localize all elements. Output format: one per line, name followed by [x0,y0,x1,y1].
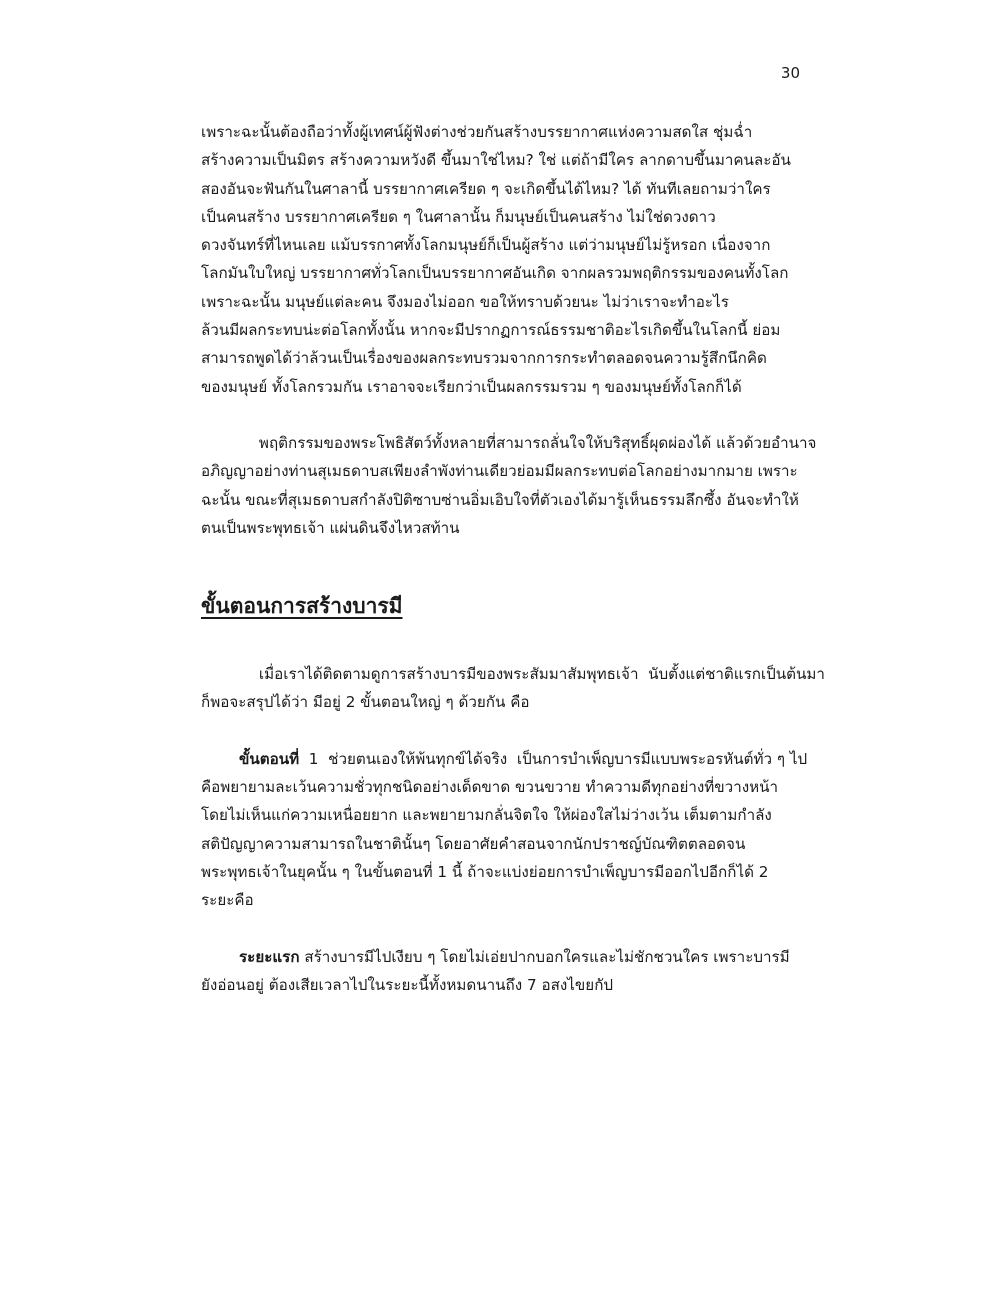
lead-term: ขั้นตอนที่ [239,749,300,768]
text-line: ตนเป็นพระพุทธเจ้า แผ่นดินจึงไหวสท้าน [201,518,460,537]
text-line: ล้วนมีผลกระทบน่ะต่อโลกทั้งนั้น หากจะมีปรากฏการณ์ธรรมชาติอะไรเกิดขึ้นในโลกนี้ ย่อม [201,321,781,340]
paragraph-3 [201,660,825,717]
paragraph-4 [201,745,808,915]
text-line: สติปัญญาความสามารถในชาตินั้นๆ โดยอาศัยคำสอนจากนักปราชญ์บัณฑิตตลอดจน [201,834,746,853]
text-line: ของมนุษย์ ทั้งโลกรวมกัน เราอาจจะเรียกว่าเป็นผลกรรมรวม ๆ ของมนุษย์ทั้งโลกก็ได้ [201,377,742,396]
paragraph-1 [201,118,801,401]
paragraph-5 [201,943,801,1000]
text-line: อภิญญาอย่างท่านสุเมธดาบสเพียงลำพังท่านเดียวย่อมมีผลกระทบต่อโลกอย่างมากมาย เพราะ [201,462,798,481]
document-body [201,118,825,999]
page-number: 30 [780,64,800,82]
text-fragment: สร้างบารมีไปเงียบ ๆ โดยไม่เอ่ยปากบอกใครและไม่ชักชวนใคร เพราะบารมี [299,947,790,966]
text-line: ระยะคือ [201,891,254,910]
text-line: เป็นคนสร้าง บรรยากาศเครียด ๆ ในศาลานั้น ก็มนุษย์เป็นคนสร้าง ไม่ใช่ดวงดาว [201,207,716,226]
text-line: ดวงจันทร์ที่ไหนเลย แม้บรรกาศทั้งโลกมนุษย์ก็เป็นผู้สร้าง แต่ว่ามนุษย์ไม่รู้หรอก เนื่องจาก [201,236,771,255]
lead-term: ระยะแรก [239,947,300,966]
text-line: พฤติกรรมของพระโพธิสัตว์ทั้งหลายที่สามารถลั่นใจให้บริสุทธิ์ผุดผ่องได้ แล้วด้วยอำนาจ [201,433,817,452]
text-line: ยังอ่อนอยู่ ต้องเสียเวลาไปในระยะนี้ทั้งหมดนานถึง 7 อสงไขยกัป [201,975,614,994]
text-line: โดยไม่เห็นแก่ความเหนื่อยยาก และพยายามกลั่นจิตใจ ให้ผ่องใสไม่ว่างเว้น เต็มตามกำลัง [201,806,772,825]
text-line [201,943,801,971]
text-line: โลกมันใบใหญ่ บรรยากาศทั่วโลกเป็นบรรยากาศอันเกิด จากผลรวมพฤติกรรมของคนทั้งโลก [201,264,789,283]
text-line [201,745,808,773]
text-fragment: 1 ช่วยตนเองให้พ้นทุกข์ได้จริง เป็นการบำเพ็ญบารมีแบบพระอรหันต์ทั่ว ๆ ไป [299,749,808,768]
text-line: สามารถพูดได้ว่าล้วนเป็นเรื่องของผลกระทบรวมจากการกระทำตลอดจนความรู้สึกนึกคิด [201,349,767,368]
text-line: ฉะนั้น ขณะที่สุเมธดาบสกำลังปิติซาบซ่านอิ่มเอิบใจที่ตัวเองได้มารู้เห็นธรรมลึกซึ้ง อันจะทำให้ [201,490,799,509]
text-line: สร้างความเป็นมิตร สร้างความหวังดี ขึ้นมาใช่ไหม? ใช่ แต่ถ้ามีใคร ลากดาบขึ้นมาคนละอัน [201,151,791,170]
paragraph-2 [201,429,817,542]
text-line: พระพุทธเจ้าในยุคนั้น ๆ ในขั้นตอนที่ 1 นี้ ถ้าจะแบ่งย่อยการบำเพ็ญบารมีออกไปอีกก็ได้ 2 [201,862,769,881]
text-line: ก็พอจะสรุปได้ว่า มีอยู่ 2 ขั้นตอนใหญ่ ๆ ด้วยกัน คือ [201,693,530,712]
text-line: เมื่อเราได้ติดตามดูการสร้างบารมีของพระสัมมาสัมพุทธเจ้า นับตั้งแต่ชาติแรกเป็นต้นมา [201,665,825,684]
text-line: เพราะฉะนั้นต้องถือว่าทั้งผู้เทศน์ผู้ฟังต่างช่วยกันสร้างบรรยากาศแห่งความสดใส ชุ่มฉ่ำ [201,123,753,141]
section-heading: ขั้นตอนการสร้างบารมี [201,594,403,619]
text-line: เพราะฉะนั้น มนุษย์แต่ละคน จึงมองไม่ออก ขอให้ทราบด้วยนะ ไม่ว่าเราจะทำอะไร [201,292,729,311]
text-line: สองอันจะฟันกันในศาลานี้ บรรยากาศเครียด ๆ จะเกิดขึ้นได้ไหม? ได้ ทันทีเลยถามว่าใคร [201,179,771,198]
text-line: คือพยายามละเว้นความชั่วทุกชนิดอย่างเด็ดขาด ขวนขวาย ทำความดีทุกอย่างที่ขวางหน้า [201,778,779,797]
